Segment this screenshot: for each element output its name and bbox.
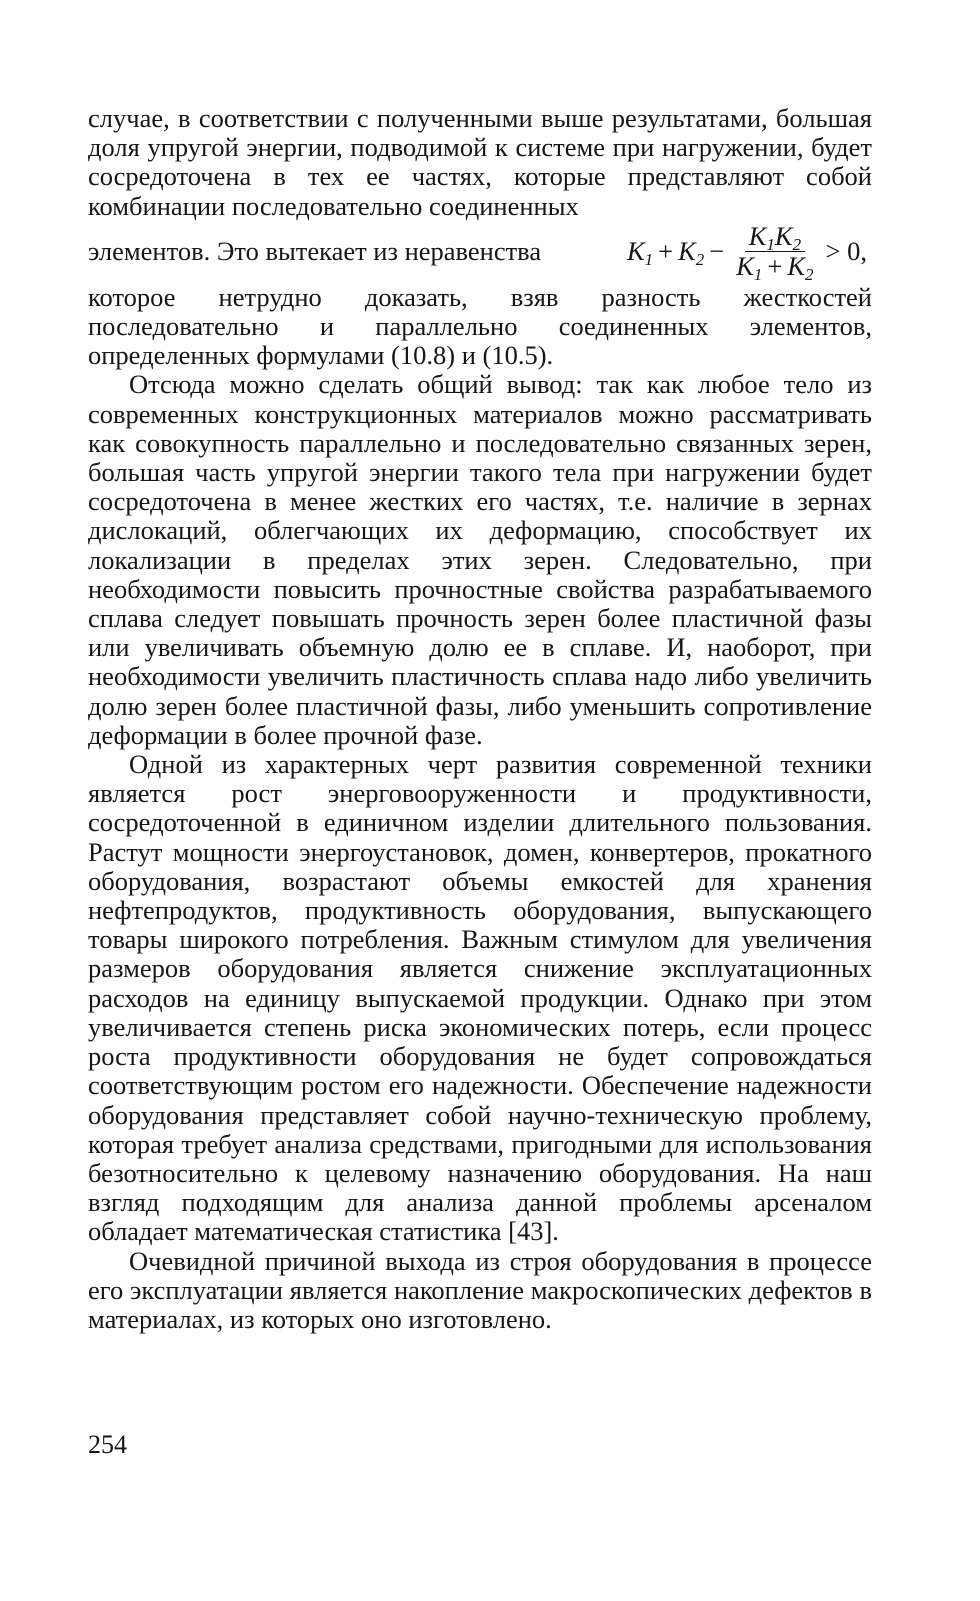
fraction-numerator: $K_1K_2$: [745, 223, 805, 252]
formula-fraction: [732, 221, 817, 285]
formula-k1: $K_1$: [626, 236, 654, 270]
paragraph-2: Отсюда можно сделать общий вывод: так как любое тело из современных конструкционных материалов можно рассматривать как совокупность параллельно и последовательно связанных зерен, большая часть упругой энергии такого тела при нагружении будет сосредоточена в менее жестких его частях, т.е. наличие в зернах дислокаций, облегчающих их деформацию, способствует их локализации в пределах этих зерен. Следовательно, при необходимости повысить прочностные свойства разрабатываемого сплава следует повышать прочность зерен более пластичной фазы или увеличивать объемную долю ее в сплаве. И, наоборот, при необходимости увеличить пластичность сплава надо либо увеличить долю зерен более пластичной фазы, либо уменьшить сопротивление деформации в более прочной фазе.: [88, 369, 872, 750]
formula-tail: > 0,: [825, 236, 867, 267]
formula-k2: $K_2$: [678, 236, 705, 270]
formula-line: [88, 221, 872, 283]
formula-plus: +: [658, 236, 674, 267]
formula-lead-text: элементов. Это вытекает из неравенства: [88, 236, 542, 267]
paragraph-3: Одной из характерных черт развития современной техники является рост энерговооруженности и продуктивности, сосредоточенной в единичном изделии длительного пользования. Растут мощности энергоустановок, домен, конвертеров, прокатного оборудования, возрастают объемы емкостей для хранения нефтепродуктов, продуктивность оборудования, выпускающего товары широкого потребления. Важным стимулом для увеличения размеров оборудования является снижение эксплуатационных расходов на единицу выпускаемой продукции. Однако при этом увеличивается степень риска экономических потерь, если процесс роста продуктивности оборудования не будет сопровождаться соответствующим ростом его надежности. Обеспечение надежности оборудования представляет собой научно-техническую проблему, которая требует анализа средствами, пригодными для использования безотносительно к целевому назначению оборудования. На наш взгляд подходящим для анализа данной проблемы арсеналом обладает математическая статистика [43].: [88, 749, 872, 1247]
paragraph-1: случае, в соответствии с полученными выше результатами, большая доля упругой энергии, подводимой к системе при нагружении, будет сосредоточена в тех ее частях, которые представляют собой комбинации последовательно соединенных: [88, 103, 872, 221]
page-number: 254: [88, 1430, 127, 1459]
paragraph-4: Очевидной причиной выхода из строя оборудования в процессе его эксплуатации является накопление макроскопических дефектов в материалах, из которых оно изготовлено.: [88, 1245, 872, 1334]
fraction-denominator: $K_1 + K_2$: [736, 251, 814, 285]
page-body: [88, 104, 872, 1334]
inequality-formula: [626, 221, 872, 285]
formula-minus: −: [709, 236, 725, 267]
paragraph-1-continued: которое нетрудно доказать, взяв разность жесткостей последовательно и параллельно соединенных элементов, определенных формулами (10.8) и (10.5).: [88, 281, 872, 371]
